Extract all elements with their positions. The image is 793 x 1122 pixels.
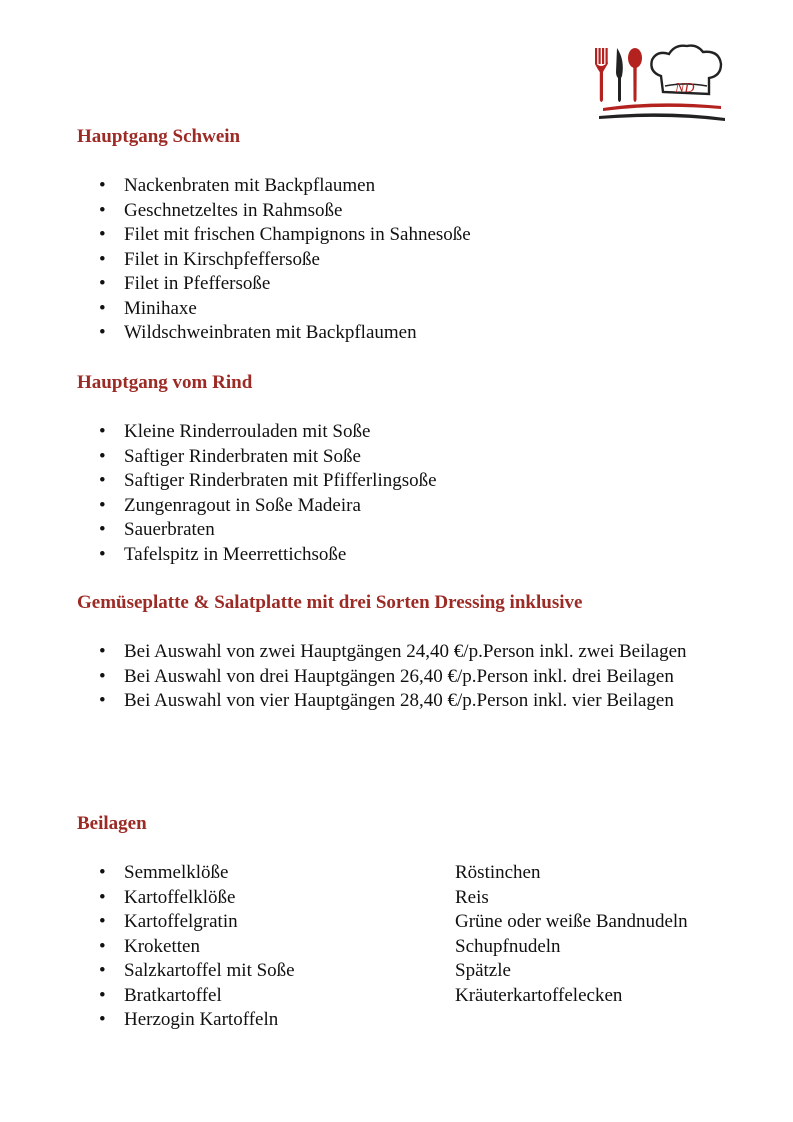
section-title-platte: Gemüseplatte & Salatplatte mit drei Sorten Dressing inklusive	[77, 592, 583, 613]
list-item: • Zungenragout in Soße Madeira	[77, 494, 697, 519]
list-item: • Saftiger Rinderbraten mit Soße	[77, 445, 697, 470]
list-item: • Bratkartoffel	[77, 984, 437, 1009]
fork-icon	[595, 48, 608, 102]
list-item: • Filet mit frischen Champignons in Sahnesoße	[77, 223, 697, 248]
section-title-schwein: Hauptgang Schwein	[77, 126, 241, 147]
list-item: • Kartoffelgratin	[77, 910, 437, 935]
list-item: • Bei Auswahl von zwei Hauptgängen 24,40 €/p.Person inkl. zwei Beilagen	[77, 640, 707, 665]
list-item: • Wildschweinbraten mit Backpflaumen	[77, 321, 697, 346]
list-item: • Semmelklöße	[77, 861, 437, 886]
list-item: Röstinchen	[455, 862, 541, 883]
list-item: • Kleine Rinderrouladen mit Soße	[77, 420, 697, 445]
list-item: • Salzkartoffel mit Soße	[77, 959, 437, 984]
list-item: Reis	[455, 886, 489, 908]
list-item: Kräuterkartoffelecken	[455, 984, 623, 1006]
list-item: • Filet in Kirschpfeffersoße	[77, 248, 697, 273]
spoon-icon	[628, 48, 642, 102]
list-rind	[77, 420, 697, 567]
list-item: • Herzogin Kartoffeln	[77, 1008, 437, 1033]
list-item: • Nackenbraten mit Backpflaumen	[77, 174, 697, 199]
list-item: • Bei Auswahl von vier Hauptgängen 28,40 €/p.Person inkl. vier Beilagen	[77, 689, 707, 714]
list-item: • Minihaxe	[77, 297, 697, 322]
restaurant-logo	[585, 42, 727, 124]
list-item: Grüne oder weiße Bandnudeln	[455, 911, 688, 932]
list-item: Schupfnudeln	[455, 935, 561, 957]
knife-icon	[616, 48, 623, 102]
list-item: • Geschnetzeltes in Rahmsoße	[77, 199, 697, 224]
list-schwein	[77, 174, 697, 346]
section-title-beilagen: Beilagen	[77, 813, 147, 834]
list-beilagen-right	[455, 861, 688, 1008]
list-item: • Saftiger Rinderbraten mit Pfifferlingsoße	[77, 469, 697, 494]
list-item: • Kartoffelklöße	[77, 886, 437, 911]
section-title-rind: Hauptgang vom Rind	[77, 372, 253, 393]
list-item: Spätzle	[455, 960, 511, 981]
list-beilagen-left	[77, 861, 437, 1033]
list-item: • Filet in Pfeffersoße	[77, 272, 697, 297]
list-item: • Kroketten	[77, 935, 437, 960]
list-item: • Tafelspitz in Meerrettichsoße	[77, 543, 697, 568]
list-item: • Sauerbraten	[77, 518, 697, 543]
logo-initials: ND	[675, 81, 695, 96]
list-item: • Bei Auswahl von drei Hauptgängen 26,40 €/p.Person inkl. drei Beilagen	[77, 665, 707, 690]
list-platte	[77, 640, 707, 714]
